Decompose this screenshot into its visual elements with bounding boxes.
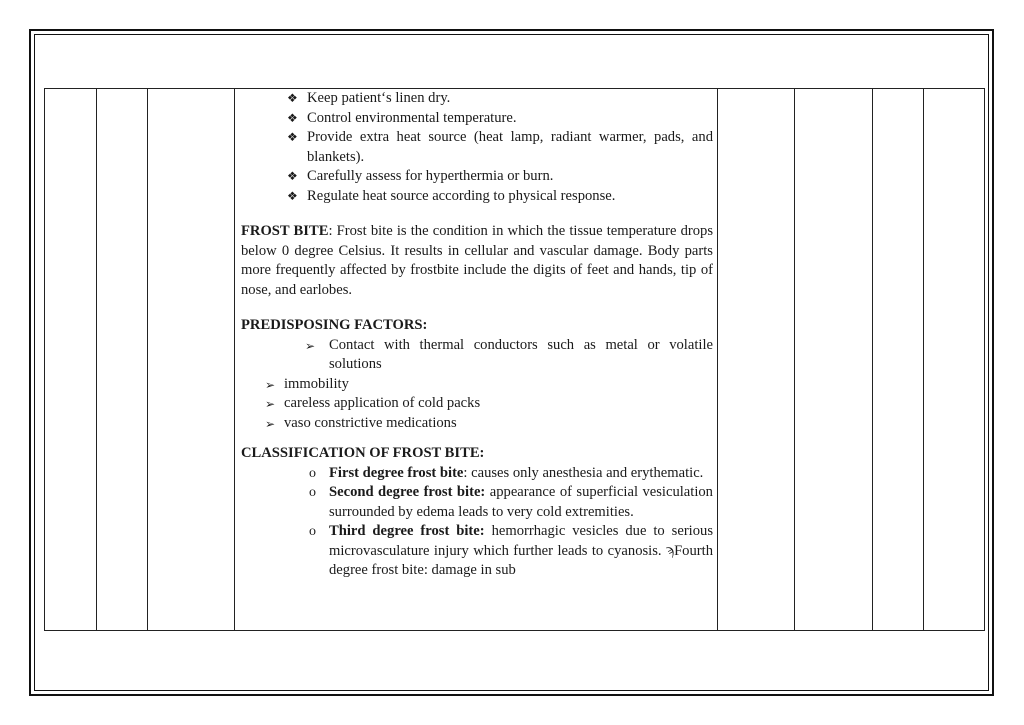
column-divider <box>96 89 97 630</box>
diamond-bullet-icon: ❖ <box>287 91 298 105</box>
list-item: o First degree frost bite: causes only anesthesia and erythematic. <box>241 464 713 484</box>
column-divider <box>717 89 718 630</box>
list-item: ❖ Control environmental temperature. <box>241 109 713 129</box>
arrow-bullet-icon: ➢ <box>265 377 276 392</box>
diamond-bullet-icon: ❖ <box>287 110 298 125</box>
column-divider <box>794 89 795 630</box>
list-item: o Third degree frost bite: hemorrhagic vesicles due to serious microvasculature injury which further leads to cyanosis. ϡFourth degree frost bite: damage in sub <box>309 523 714 578</box>
care-bullet-list <box>241 89 713 206</box>
list-item: ❖ Carefully assess for hyperthermia or burn. <box>241 167 713 187</box>
column-divider <box>234 89 235 630</box>
list-item: ➢ Contact with thermal conductors such as metal or volatile solutions <box>305 336 713 372</box>
arrow-bullet-icon: ➢ <box>265 397 276 411</box>
circle-bullet-icon: o <box>309 485 316 500</box>
section-heading: CLASSIFICATION OF FROST BITE: <box>241 445 485 461</box>
classification-section <box>241 444 713 581</box>
list-item: ❖ Regulate heat source according to physical response. <box>241 187 713 207</box>
list-item: ➢ immobility <box>241 375 713 395</box>
frostbite-text: : Frost bite is the condition in which the tissue temperature drops below 0 degree Celsius. It results in cellular and vascular damage. Body parts more frequently affected by frostbite include the digits of feet and hands, tip of nose, and earlobes. <box>241 223 714 298</box>
arrow-bullet-icon: ➢ <box>265 416 276 431</box>
frostbite-term: FROST BITE <box>241 223 329 239</box>
list-item: ❖ Keep patient‘s linen dry. <box>241 89 713 109</box>
circle-bullet-icon: o <box>309 524 316 539</box>
circle-bullet-icon: o <box>309 465 316 481</box>
column-divider <box>147 89 148 630</box>
column-divider <box>872 89 873 630</box>
arrow-bullet-icon: ➢ <box>305 338 316 353</box>
interventions-cell <box>241 89 713 581</box>
frostbite-definition <box>241 222 713 300</box>
column-divider <box>923 89 924 630</box>
diamond-bullet-icon: ❖ <box>287 130 298 144</box>
diamond-bullet-icon: ❖ <box>287 188 298 203</box>
predisposing-section <box>241 316 713 433</box>
list-item: o Second degree frost bite: appearance of superficial vesiculation surrounded by edema leads to very cold extremities. <box>309 484 713 520</box>
list-item: ❖ Provide extra heat source (heat lamp, radiant warmer, pads, and blankets). <box>287 129 713 165</box>
section-heading: PREDISPOSING FACTORS: <box>241 317 428 333</box>
list-item: ➢ vaso constrictive medications <box>241 414 713 434</box>
diamond-bullet-icon: ❖ <box>287 169 298 183</box>
list-item: ➢ careless application of cold packs <box>241 394 713 414</box>
